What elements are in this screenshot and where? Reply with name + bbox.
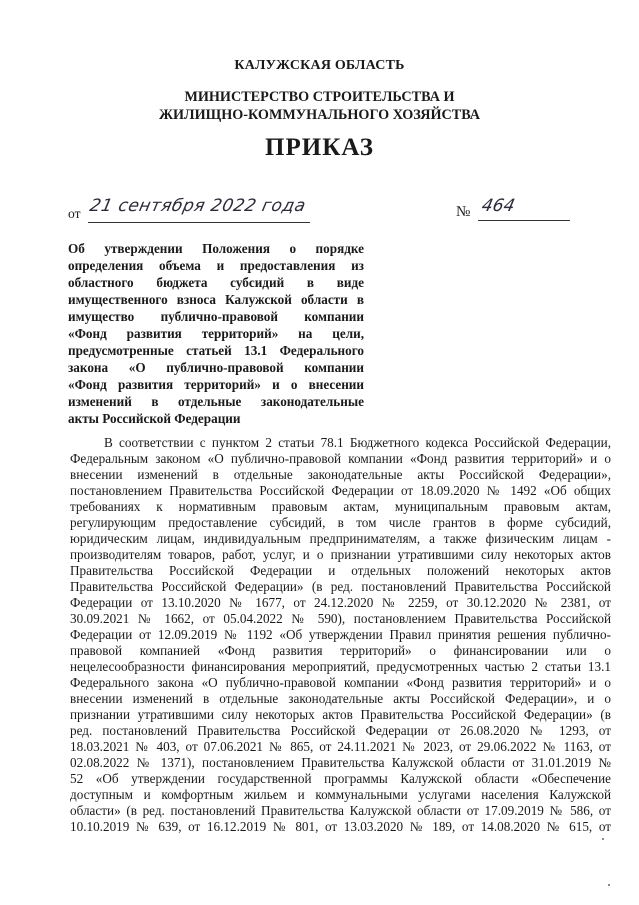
body-line: Федерации от 13.10.2020 № 1677, от 24.12.2020 № 2259, от 30.12.2020 № 2381, от [70, 595, 611, 610]
body-line: ред. постановлений Правительства Российской Федерации от 26.08.2020 № 1293, от [70, 723, 611, 738]
scan-speck [602, 838, 604, 840]
subject-line: «Фонд развития территорий» на цели, [68, 326, 364, 341]
date-prefix: от [68, 206, 81, 221]
body-line: постановлением Правительства Российской Федерации от 18.09.2020 № 1492 «Об общих [70, 483, 611, 498]
body-line: внесении изменений в отдельные законодательные акты Российской Федерации», и о [70, 691, 611, 706]
subject-line: «Фонд развития территорий» и о внесении [68, 377, 364, 392]
body-line: внесении изменений в отдельные законодательные акты Российской Федерации», [70, 467, 611, 482]
body-line: доступным и комфортным жильем и коммунальными услугами населения Калужской [70, 787, 611, 802]
body-line: Правительства Российской Федерации» (в ред. постановлений Правительства Российской [70, 579, 611, 594]
body-line: производителям товаров, работ, услуг, и о признании утратившими силу некоторых актов [70, 547, 611, 562]
body-line: Федеральным законом «О публично-правовой компании «Фонд развития территорий» и о [70, 451, 611, 466]
body-line: В соответствии с пунктом 2 статьи 78.1 Бюджетного кодекса Российской Федерации, [104, 435, 611, 450]
ministry-heading-line2: ЖИЛИЩНО-КОММУНАЛЬНОГО ХОЗЯЙСТВА [158, 107, 481, 123]
subject-line: акты Российской Федерации [68, 411, 241, 426]
body-line: Федерального закона «О публично-правовой компании «Фонд развития территорий» и о [70, 675, 611, 690]
subject-line: областного бюджета субсидий в виде [68, 275, 364, 290]
number-underline [478, 220, 570, 221]
handwritten-number: 464 [479, 196, 517, 216]
subject-line: определения объема и предоставления из [68, 258, 364, 273]
handwritten-date: 21 сентября 2022 года [87, 196, 308, 216]
subject-line: имущество публично-правовой компании [68, 309, 364, 324]
subject-line: закона «О публично-правовой компании [68, 360, 364, 375]
subject-line: Об утверждении Положения о порядке [68, 241, 364, 256]
date-underline [88, 222, 310, 223]
document-type-title: ПРИКАЗ [265, 134, 374, 161]
body-line: 30.09.2021 № 1662, от 05.04.2022 № 590), постановлением Правительства Российской [70, 611, 611, 626]
body-line: 10.10.2019 № 639, от 16.12.2019 № 801, от 13.03.2020 № 189, от 14.08.2020 № 615, от [70, 819, 611, 834]
scan-speck [608, 884, 610, 886]
body-line: 52 «Об утверждении государственной программы Калужской области «Обеспечение [70, 771, 611, 786]
subject-line: предусмотренные статьей 13.1 Федерального [68, 343, 364, 358]
body-line: 02.08.2022 № 1371), постановлением Правительства Калужской области от 31.01.2019 № [70, 755, 611, 770]
body-line: требованиях к нормативным правовым актам, муниципальным правовым актам, [70, 499, 611, 514]
body-line: области» (в ред. постановлений Правительства Калужской области от 17.09.2019 № 586, от [70, 803, 611, 818]
ministry-heading [0, 88, 639, 124]
body-line: регулирующим предоставление субсидий, в том числе грантов в форме субсидий, [70, 515, 611, 530]
subject-line: имущественного взноса Калужской области в [68, 292, 364, 307]
body-line: признании утратившими силу некоторых актов Правительства Российской Федерации» (в [70, 707, 611, 722]
subject-line: изменений в отдельные законодательные [68, 394, 364, 409]
number-prefix: № [456, 204, 471, 220]
date-number-row [64, 196, 584, 226]
ministry-heading-line1: МИНИСТЕРСТВО СТРОИТЕЛЬСТВА И [184, 89, 455, 105]
body-line: Федерации от 12.09.2019 № 1192 «Об утверждении Правил принятия решения публично- [70, 627, 611, 642]
region-heading: КАЛУЖСКАЯ ОБЛАСТЬ [234, 58, 405, 73]
body-line: 18.03.2021 № 403, от 07.06.2021 № 865, от 24.11.2021 № 2023, от 29.06.2022 № 1163, от [70, 739, 611, 754]
body-line: Правительства Российской Федерации и отдельных положений некоторых актов [70, 563, 611, 578]
body-line: юридическим лицам, индивидуальным предпринимателям, а также физическим лицам - [70, 531, 611, 546]
body-line: нецелесообразности финансирования мероприятий, предусмотренных частью 2 статьи 13.1 [70, 659, 611, 674]
body-line: правовой компанией «Фонд развития территорий» о финансировании или о [70, 643, 611, 658]
